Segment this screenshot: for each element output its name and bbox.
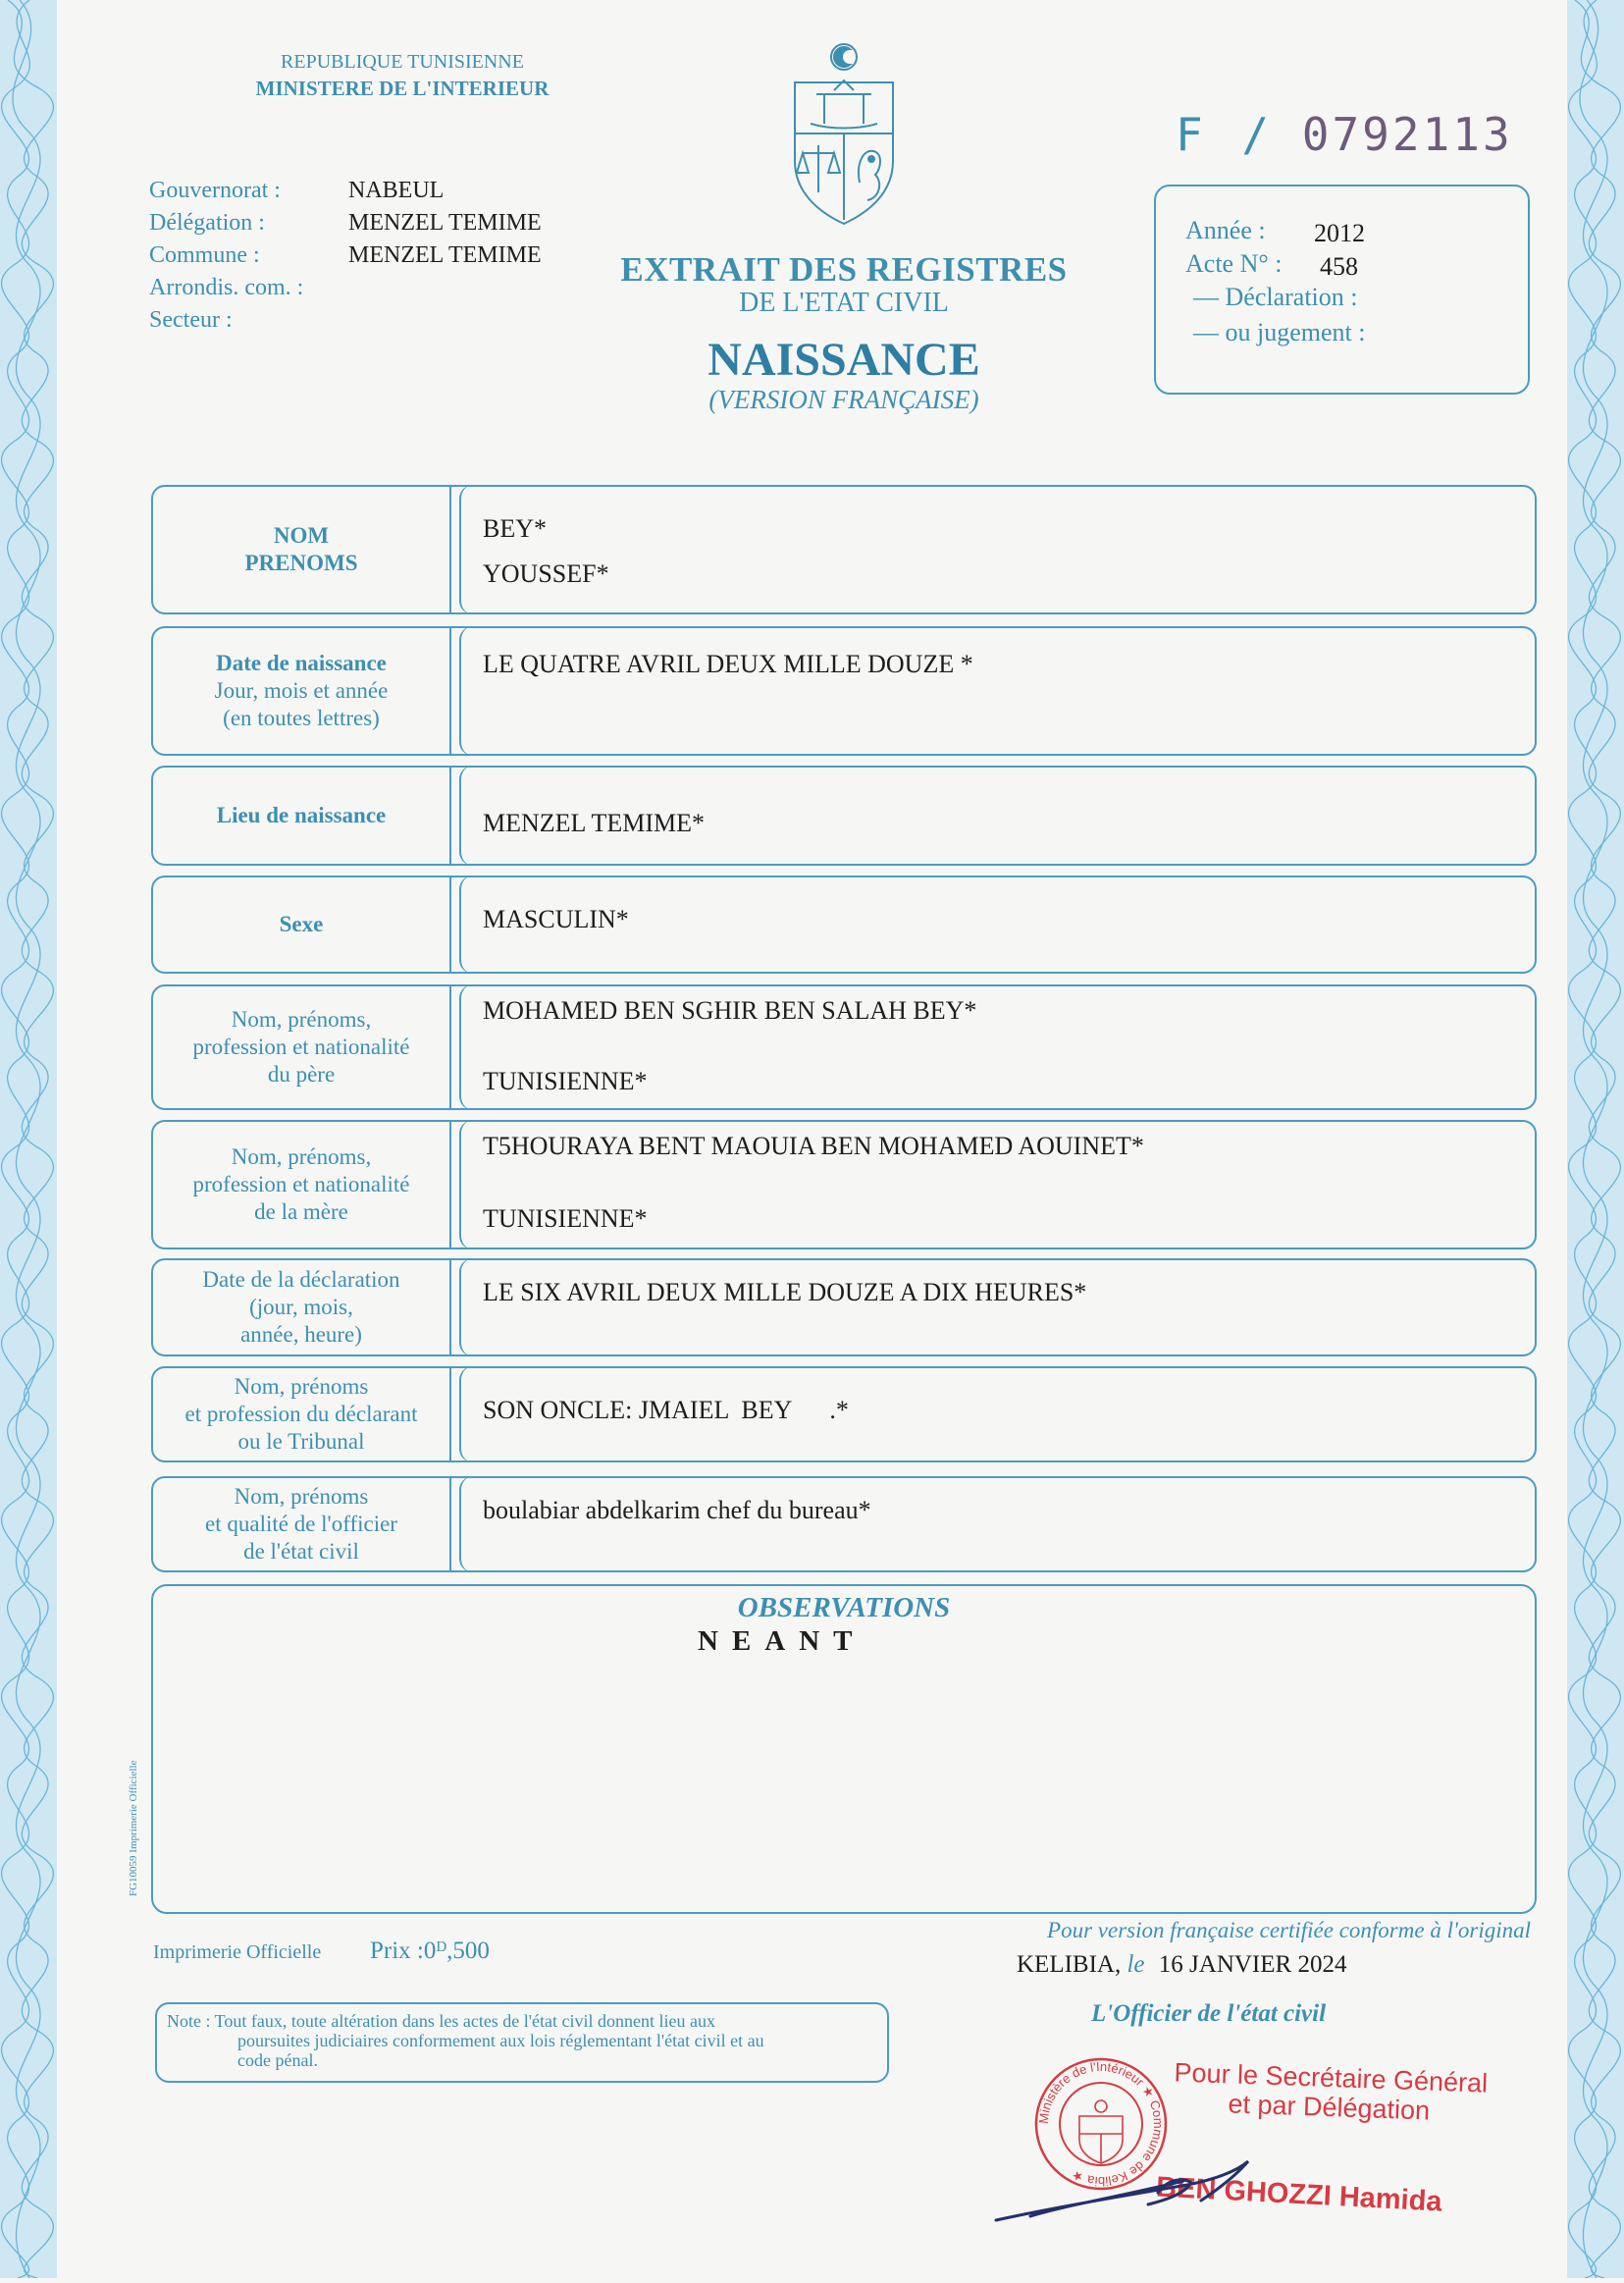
- admin-row-commune: Commune : MENZEL TEMIME: [149, 242, 542, 268]
- pere-name-value: MOHAMED BEN SGHIR BEN SALAH BEY*: [483, 996, 977, 1025]
- row-mere: [151, 1120, 1537, 1249]
- certification-statement: Pour version française certifiée conforme à l'original: [1047, 1918, 1531, 1942]
- row-label: Nom, prénoms et profession du déclarant ou le Tribunal: [153, 1368, 451, 1460]
- row-value: [459, 766, 1535, 866]
- note-line-2: poursuites judiciaires conformement aux lois réglementant l'état civil et au: [237, 2031, 764, 2050]
- price-label: Prix :0ᴰ,500: [370, 1938, 490, 1964]
- ministry-name: MINISTERE DE L'INTERIEUR: [255, 77, 550, 100]
- issue-place: KELIBIA,: [1017, 1951, 1122, 1978]
- row-label: Date de naissance Jour, mois et année (en toutes lettres): [153, 628, 451, 754]
- row-label: Date de la déclaration (jour, mois, année, heure): [153, 1260, 451, 1354]
- act-reference-box: [1154, 185, 1530, 395]
- row-sexe: [151, 876, 1537, 974]
- row-lieu-naissance: [151, 766, 1537, 866]
- signatory-name: BEN GHOZZI Hamida: [1155, 2171, 1443, 2218]
- tunisia-coat-of-arms-icon: [781, 35, 907, 232]
- observations-label: OBSERVATIONS: [737, 1592, 951, 1623]
- date-naissance-value: LE QUATRE AVRIL DEUX MILLE DOUZE *: [483, 650, 973, 678]
- country-name: REPUBLIQUE TUNISIENNE: [281, 51, 524, 73]
- annee-value: 2012: [1314, 219, 1365, 247]
- observations-box: [151, 1584, 1537, 1914]
- row-label: NOM PRENOMS: [153, 487, 451, 612]
- annee-label: Année :: [1185, 216, 1266, 244]
- svg-text:FG10059 Imprimerie Officielle: FG10059 Imprimerie Officielle: [128, 1760, 139, 1896]
- serial-prefix: F /: [1176, 108, 1276, 161]
- row-value: [459, 1258, 1535, 1356]
- row-nom-prenoms: [151, 485, 1537, 614]
- declaration-label: — Déclaration :: [1193, 283, 1358, 311]
- note-line-1: Note : Tout faux, toute altération dans les actes de l'état civil donnent lieu aux: [167, 2011, 715, 2031]
- jugement-label: — ou jugement :: [1193, 318, 1366, 346]
- date-le: le: [1126, 1951, 1145, 1978]
- stamp-line-1: Pour le Secrétaire Général: [1174, 2057, 1489, 2098]
- row-value: [459, 485, 1535, 614]
- document-title: [530, 250, 1158, 415]
- admin-info: [149, 175, 542, 337]
- imprint-label: Imprimerie Officielle: [153, 1941, 322, 1963]
- printer-reference-vertical: [122, 1720, 143, 1896]
- title-version: (VERSION FRANÇAISE): [708, 385, 979, 414]
- row-date-declaration: [151, 1258, 1537, 1356]
- row-value: [459, 876, 1535, 974]
- title-line-2: DE L'ETAT CIVIL: [739, 288, 949, 318]
- row-value: [459, 1476, 1535, 1572]
- svg-text:Ministère de l'Intérieur ★ Com: Ministère de l'Intérieur ★ Commune de Kelibia ★: [1035, 2058, 1167, 2190]
- declarant-value: SON ONCLE: JMAIEL BEY .*: [483, 1396, 849, 1424]
- row-value: [459, 1366, 1535, 1462]
- left-guilloche-border: [0, 0, 57, 2278]
- admin-row-gouvernorat: Gouvernorat : NABEUL: [149, 178, 445, 203]
- nom-value: BEY*: [483, 514, 547, 543]
- issuer-header: [0, 49, 805, 102]
- row-pere: [151, 984, 1537, 1110]
- admin-row-secteur: Secteur :: [149, 307, 233, 333]
- admin-row-arrondissement: Arrondis. com. :: [149, 275, 304, 300]
- acte-value: 458: [1320, 252, 1358, 281]
- place-date: [1017, 1951, 1346, 1979]
- lieu-value: MENZEL TEMIME*: [483, 809, 706, 837]
- row-label: Sexe: [153, 877, 451, 972]
- officier-value: boulabiar abdelkarim chef du bureau*: [483, 1496, 871, 1524]
- admin-row-delegation: Délégation : MENZEL TEMIME: [149, 210, 542, 236]
- sexe-value: MASCULIN*: [483, 905, 629, 933]
- stamp-line-2: et par Délégation: [1228, 2089, 1431, 2126]
- officer-title: L'Officier de l'état civil: [1091, 2000, 1327, 2027]
- mere-name-value: T5HOURAYA BENT MAOUIA BEN MOHAMED AOUINET*: [483, 1132, 1144, 1160]
- row-value: [459, 626, 1535, 756]
- handwritten-signature-icon: [991, 2110, 1285, 2228]
- pere-nationalite-value: TUNISIENNE*: [483, 1067, 648, 1095]
- row-label: Nom, prénoms, profession et nationalité du père: [153, 986, 451, 1108]
- row-officier: [151, 1476, 1537, 1572]
- row-declarant: [151, 1366, 1537, 1462]
- row-value: [459, 984, 1535, 1110]
- serial-value: 0792113: [1301, 108, 1513, 161]
- note-line-3: code pénal.: [237, 2050, 318, 2070]
- row-value: [459, 1120, 1535, 1249]
- observations-value: NEANT: [698, 1625, 866, 1657]
- row-label: Nom, prénoms, profession et nationalité de la mère: [153, 1122, 451, 1248]
- row-date-naissance: [151, 626, 1537, 756]
- serial-number: [1176, 108, 1513, 161]
- acte-label: Acte N° :: [1185, 249, 1283, 278]
- mere-nationalite-value: TUNISIENNE*: [483, 1204, 648, 1233]
- issue-date: 16 JANVIER 2024: [1158, 1951, 1347, 1978]
- right-guilloche-border: [1567, 0, 1624, 2278]
- prenoms-value: YOUSSEF*: [483, 559, 609, 588]
- declaration-value: LE SIX AVRIL DEUX MILLE DOUZE A DIX HEURES*: [483, 1278, 1087, 1306]
- row-label: Lieu de naissance: [153, 768, 451, 864]
- title-line-1: EXTRAIT DES REGISTRES: [620, 250, 1068, 289]
- legal-note-box: [155, 2002, 889, 2083]
- title-naissance: NAISSANCE: [707, 334, 980, 386]
- row-label: Nom, prénoms et qualité de l'officier de l'état civil: [153, 1478, 451, 1570]
